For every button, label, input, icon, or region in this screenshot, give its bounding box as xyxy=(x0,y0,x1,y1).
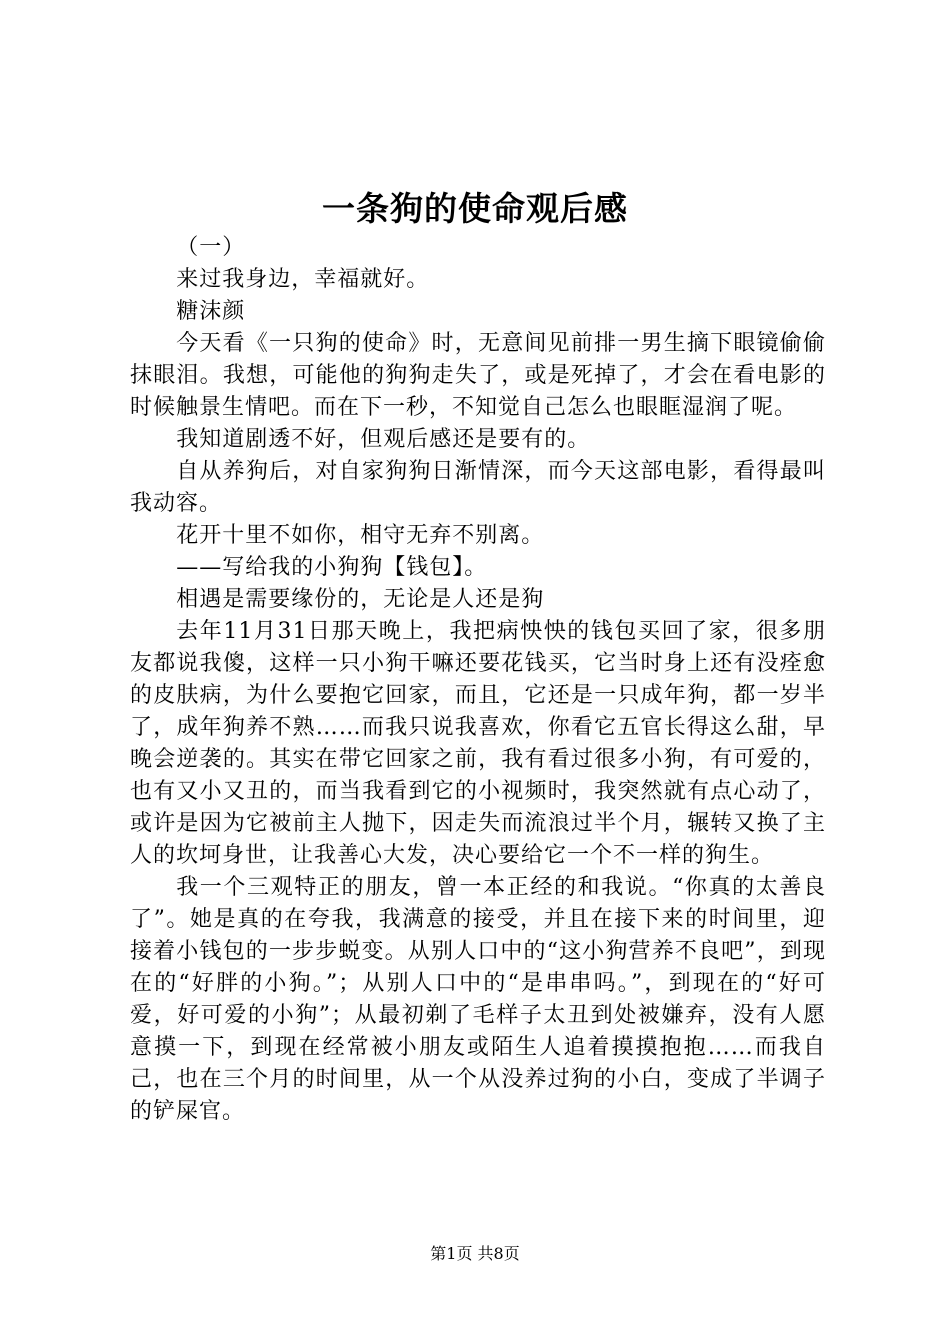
paragraph: 花开十里不如你，相守无弃不别离。 xyxy=(176,523,545,548)
paragraph-section-number: （一） xyxy=(176,235,246,260)
page-number-footer: 第1页 共8页 xyxy=(430,1244,520,1263)
paragraph: 我知道剧透不好，但观后感还是要有的。 xyxy=(176,427,591,452)
paragraph: ——写给我的小狗狗【钱包】。 xyxy=(176,555,488,580)
paragraph: 相遇是需要缘份的，无论是人还是狗 xyxy=(176,587,545,612)
paragraph-author: 糖沫颜 xyxy=(176,299,246,324)
paragraph: 自从养狗后，对自家狗狗日渐情深，而今天这部电影，看得最叫我动容。 xyxy=(130,459,826,516)
document-title: 一条狗的使命观后感 xyxy=(322,189,628,228)
document-body xyxy=(130,232,826,1128)
paragraph: 我一个三观特正的朋友，曾一本正经的和我说。“你真的太善良了”。她是真的在夸我，我满意的接受，并且在接下来的时间里，迎接着小钱包的一步步蜕变。从别人口中的“这小狗营养不良吧”，到现在的“好胖的小狗。”；从别人口中的“是串串吗。”，到现在的“好可爱，好可爱的小狗”；从最初剃了毛样子太丑到处被嫌弃，没有人愿意摸一下，到现在经常被小朋友或陌生人追着摸摸抱抱……而我自己，也在三个月的时间里，从一个从没养过狗的小白，变成了半调子的铲屎官。 xyxy=(130,875,826,1124)
paragraph: 今天看《一只狗的使命》时，无意间见前排一男生摘下眼镜偷偷抹眼泪。我想，可能他的狗狗走失了，或是死掉了，才会在看电影的时候触景生情吧。而在下一秒，不知觉自己怎么也眼眶湿润了呢。 xyxy=(130,331,826,420)
paragraph: 去年11月31日那天晚上，我把病怏怏的钱包买回了家，很多朋友都说我傻，这样一只小狗干嘛还要花钱买，它当时身上还有没痊愈的皮肤病，为什么要抱它回家，而且，它还是一只成年狗，都一岁半了，成年狗养不熟……而我只说我喜欢，你看它五官长得这么甜，早晚会逆袭的。其实在带它回家之前，我有看过很多小狗，有可爱的，也有又小又丑的，而当我看到它的小视频时，我突然就有点心动了，或许是因为它被前主人抛下，因走失而流浪过半个月，辗转又换了主人的坎坷身世，让我善心大发，决心要给它一个不一样的狗生。 xyxy=(130,619,826,868)
paragraph-subtitle: 来过我身边，幸福就好。 xyxy=(176,267,430,292)
